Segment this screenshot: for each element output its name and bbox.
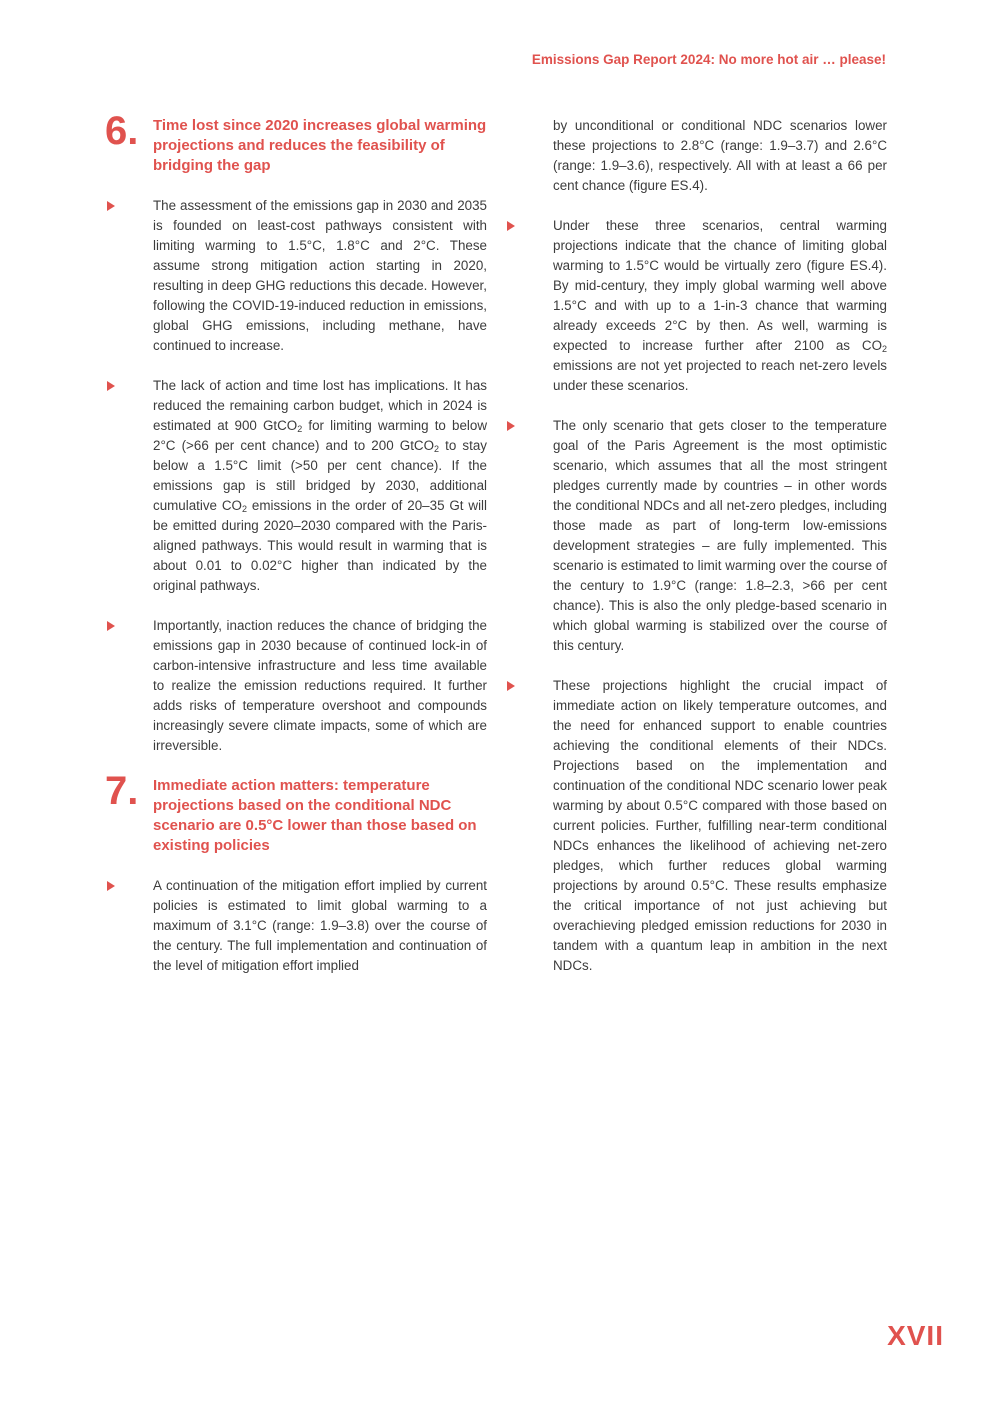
section-title: Immediate action matters: temperature projections based on the conditional NDC scenario are 0.5°C lower than those based on existing policies (153, 777, 477, 854)
bullet-paragraph: The assessment of the emissions gap in 2030 and 2035 is founded on least-cost pathways consistent with limiting warming to 1.5°C, 1.8°C and 2°C. These assume strong mitigation action starting in 2020, resulting in deep GHG reductions this decade. However, following the COVID-19-induced reduction in emissions, global GHG emissions, including methane, have continued to increase. (153, 196, 487, 356)
bullet-paragraph: Importantly, inaction reduces the chance of bridging the emissions gap in 2030 because of continued lock-in of carbon-intensive infrastructure and less time available to realize the emission reductions required. It further adds risks of temperature overshoot and compounds increasingly severe climate impacts, some of which are irreversible. (153, 616, 487, 756)
continued-paragraph: by unconditional or conditional NDC scenarios lower these projections to 2.8°C (range: 1.9–3.7) and 2.6°C (range: 1.9–3.6), respectively. All with at least a 66 per cent chance (figure ES.4). (553, 118, 887, 193)
bullet-arrow-icon (107, 381, 115, 391)
page-number: XVII (887, 1320, 944, 1351)
section-number: 7. (105, 769, 139, 813)
right-column (553, 116, 887, 996)
bullet-arrow-icon (107, 881, 115, 891)
section-title: Time lost since 2020 increases global warming projections and reduces the feasibility of bridging the gap (153, 117, 487, 174)
bullet-arrow-icon (107, 621, 115, 631)
left-column (105, 109, 488, 996)
bullet-paragraph: The lack of action and time lost has implications. It has reduced the remaining carbon budget, which in 2024 is estimated at 900 GtCO$_2$ for limiting warming to below 2°C (>66 per cent chance) and to 200 GtCO$_2$ to stay below a 1.5°C limit (>50 per cent chance). If the emissions gap is still bridged by 2030, additional cumulative $CO_2$ emissions in the order of 20–35 Gt will be emitted during 2020–2030 compared with the Paris-aligned pathways. This would result in warming that is about 0.01 to 0.02°C higher than indicated by the original pathways. (153, 376, 487, 596)
bullet-paragraph: A continuation of the mitigation effort implied by current policies is estimated to limit global warming to a maximum of 3.1°C (range: 1.9–3.8) over the course of the century. The full implementation and continuation of the level of mitigation effort implied (153, 876, 487, 976)
section-7-heading (105, 769, 487, 856)
running-header: Emissions Gap Report 2024: No more hot air … please! (531, 52, 886, 67)
bullet-arrow-icon (107, 201, 115, 211)
bullet-arrow-icon (507, 421, 515, 431)
bullet-paragraph: These projections highlight the crucial impact of immediate action on likely temperature outcomes, and the need for enhanced support to enable countries achieving the conditional elements of their NDCs. Projections based on the implementation and continuation of the conditional NDC scenario lower peak warming by about 0.5°C compared with those based on current policies. Further, fulfilling near-term conditional NDCs enhances the likelihood of achieving net-zero pledges, which further reduces global warming projections by around 0.5°C. These results emphasize the critical importance of not just achieving but overachieving pledged emission reductions for 2030 in tandem with a quantum leap in ambition in the next NDCs. (553, 676, 887, 976)
bullet-paragraph: Under these three scenarios, central warming projections indicate that the chance of limiting global warming to 1.5°C would be virtually zero (figure ES.4). By mid-century, they imply global warming well above 1.5°C and with up to a 1-in-3 chance that warming already exceeds 2°C by then. As well, warming is expected to increase further after 2100 as $CO_2$ emissions are not yet projected to reach net-zero levels under these scenarios. (553, 216, 887, 396)
bullet-paragraph: The only scenario that gets closer to the temperature goal of the Paris Agreement is the most optimistic scenario, which assumes that all the most stringent pledges currently made by countries – in other words the conditional NDCs and all net-zero pledges, including those made as part of long-term low-emissions development strategies – are fully implemented. This scenario is estimated to limit warming over the course of the century to 1.9°C (range: 1.8–2.3, >66 per cent chance). This is also the only pledge-based scenario in which global warming is stabilized over the course of this century. (553, 416, 887, 656)
bullet-arrow-icon (507, 221, 515, 231)
section-6-heading (105, 109, 487, 176)
section-number: 6. (105, 109, 139, 153)
bullet-arrow-icon (507, 681, 515, 691)
